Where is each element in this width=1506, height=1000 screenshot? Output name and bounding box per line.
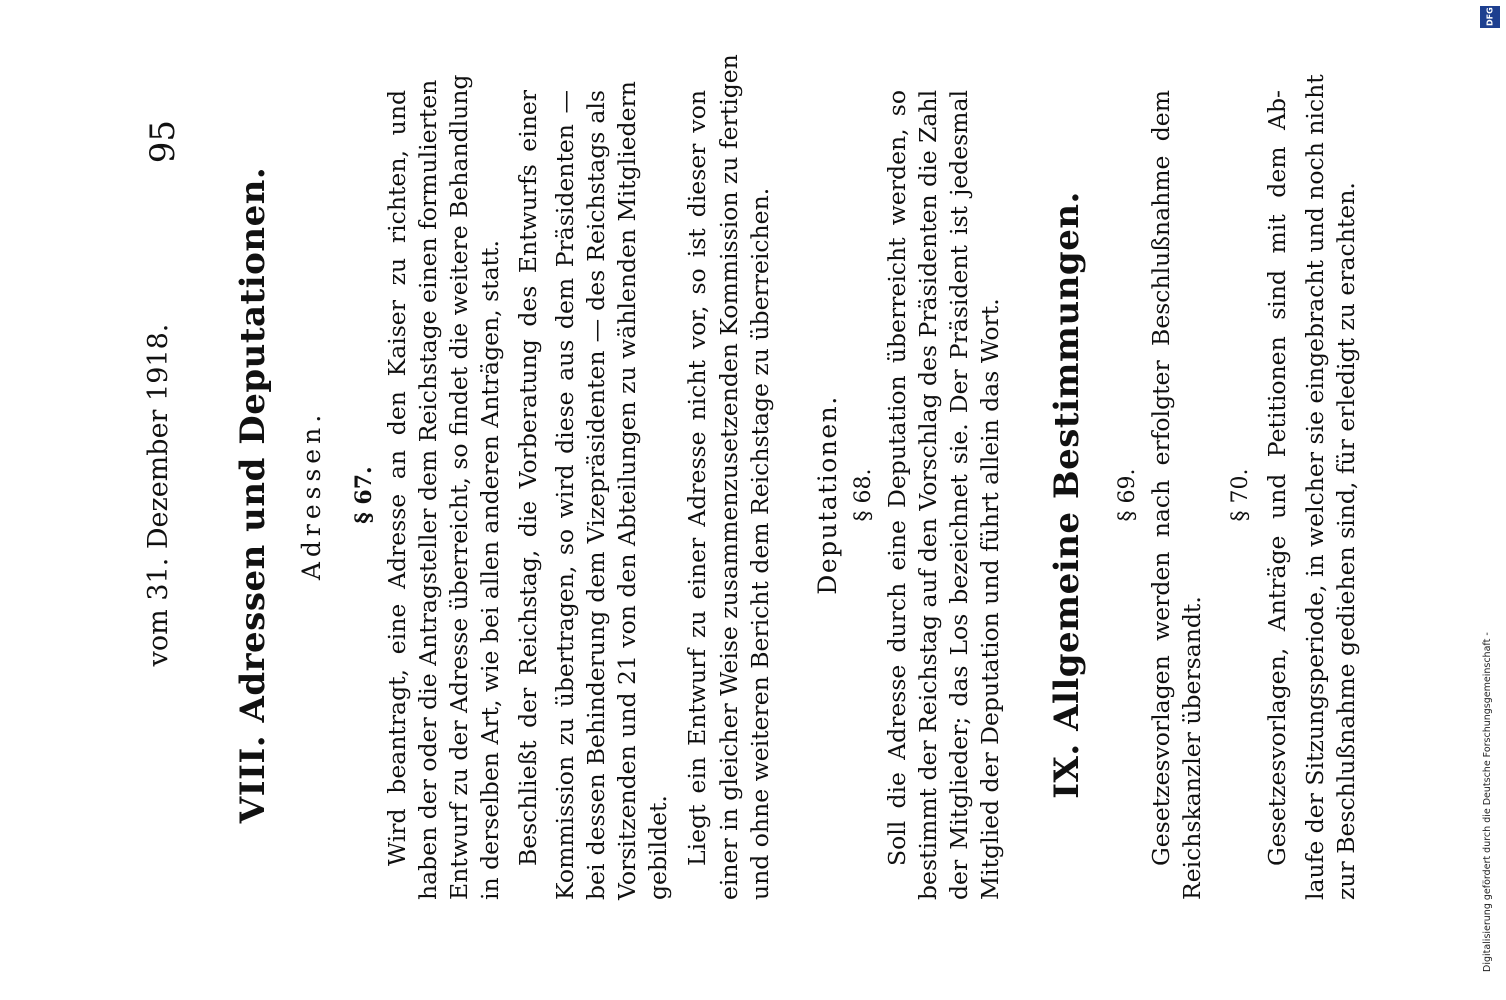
paragraph-68-line: bestimmt der Reichstag auf den Vorschlag des Präsidenten die Zahl: [914, 89, 942, 900]
paragraph-67-line: Entwurf zu der Adresse überreicht, so findet die weitere Behandlung: [445, 74, 473, 900]
paragraph-67-line: in derselben Art, wie bei allen anderen Anträgen, statt.: [476, 240, 504, 900]
paragraph-67-line: haben der oder die Antragsteller dem Reichstage einen formulierten: [414, 79, 442, 900]
paragraph-67-line: bei dessen Behinderung dem Vizepräsidenten — des Reichstags als: [582, 90, 610, 900]
section-viii-title: VIII. Adressen und Deputationen.: [233, 166, 273, 824]
paragraph-70-line: zur Beschlußnahme gediehen sind, für erledigt zu erachten.: [1332, 182, 1360, 900]
page-number: 95: [143, 120, 183, 164]
dfg-logo: DFG: [1480, 6, 1500, 28]
page-header: [143, 90, 193, 900]
paragraph-67-line: Vorsitzenden und 21 von den Abteilungen zu wählenden Mitgliedern: [613, 81, 641, 900]
paragraph-69-line: Gesetzesvorlagen werden nach erfolgter Beschlußnahme dem: [1147, 90, 1175, 866]
paragraph-67-line: Kommission zu übertragen, so wird diese aus dem Präsidenten —: [551, 90, 579, 900]
paragraph-67-line: Beschließt der Reichstag, die Vorberatung des Entwurfs einer: [514, 90, 542, 866]
paragraph-67-line: einer in gleicher Weise zusammenzusetzenden Kommission zu fertigen: [715, 54, 743, 900]
running-head: vom 31. Dezember 1918.: [143, 323, 174, 667]
paragraph-70-line: Gesetzesvorlagen, Anträge und Petitionen sind mit dem Ab-: [1263, 90, 1291, 866]
paragraph-68-line: Mitglied der Deputation und führt allein das Wort.: [976, 298, 1004, 900]
paragraph-69-line: Reichskanzler übersandt.: [1178, 596, 1206, 900]
paragraph-67-line: Liegt ein Entwurf zu einer Adresse nicht vor, so ist dieser von: [683, 90, 711, 866]
page-content: [113, 30, 1413, 970]
paragraph-68-line: Soll die Adresse durch eine Deputation überreicht werden, so: [883, 90, 911, 866]
digitization-notice: [1478, 4, 1504, 996]
paragraph-70-line: laufe der Sitzungsperiode, in welcher sie eingebracht und noch nicht: [1301, 74, 1329, 900]
section-viii-subtitle-2: Deputationen.: [813, 395, 842, 595]
digitization-credit: Digitalisierung gefördert durch die Deutsche Forschungsgemeinschaft -: [1482, 632, 1493, 972]
section-ix-title: IX. Allgemeine Bestimmungen.: [1047, 191, 1087, 799]
paragraph-67-line: und ohne weiteren Bericht dem Reichstage zu überreichen.: [746, 187, 774, 900]
paragraph-67-line: gebildet.: [644, 795, 672, 900]
paragraph-69-mark: § 69.: [1115, 468, 1140, 522]
paragraph-67-line: Wird beantragt, eine Adresse an den Kaiser zu richten, und: [383, 90, 411, 866]
section-viii-subtitle: Adressen.: [297, 409, 326, 581]
paragraph-70-mark: § 70.: [1228, 468, 1253, 522]
rotated-page: [113, 30, 1413, 970]
paragraph-68-mark: § 68.: [851, 468, 876, 522]
paragraph-67-mark: § 67.: [351, 466, 377, 524]
paragraph-68-line: der Mitglieder; das Los bezeichnet sie. Der Präsident ist jedesmal: [945, 90, 973, 900]
